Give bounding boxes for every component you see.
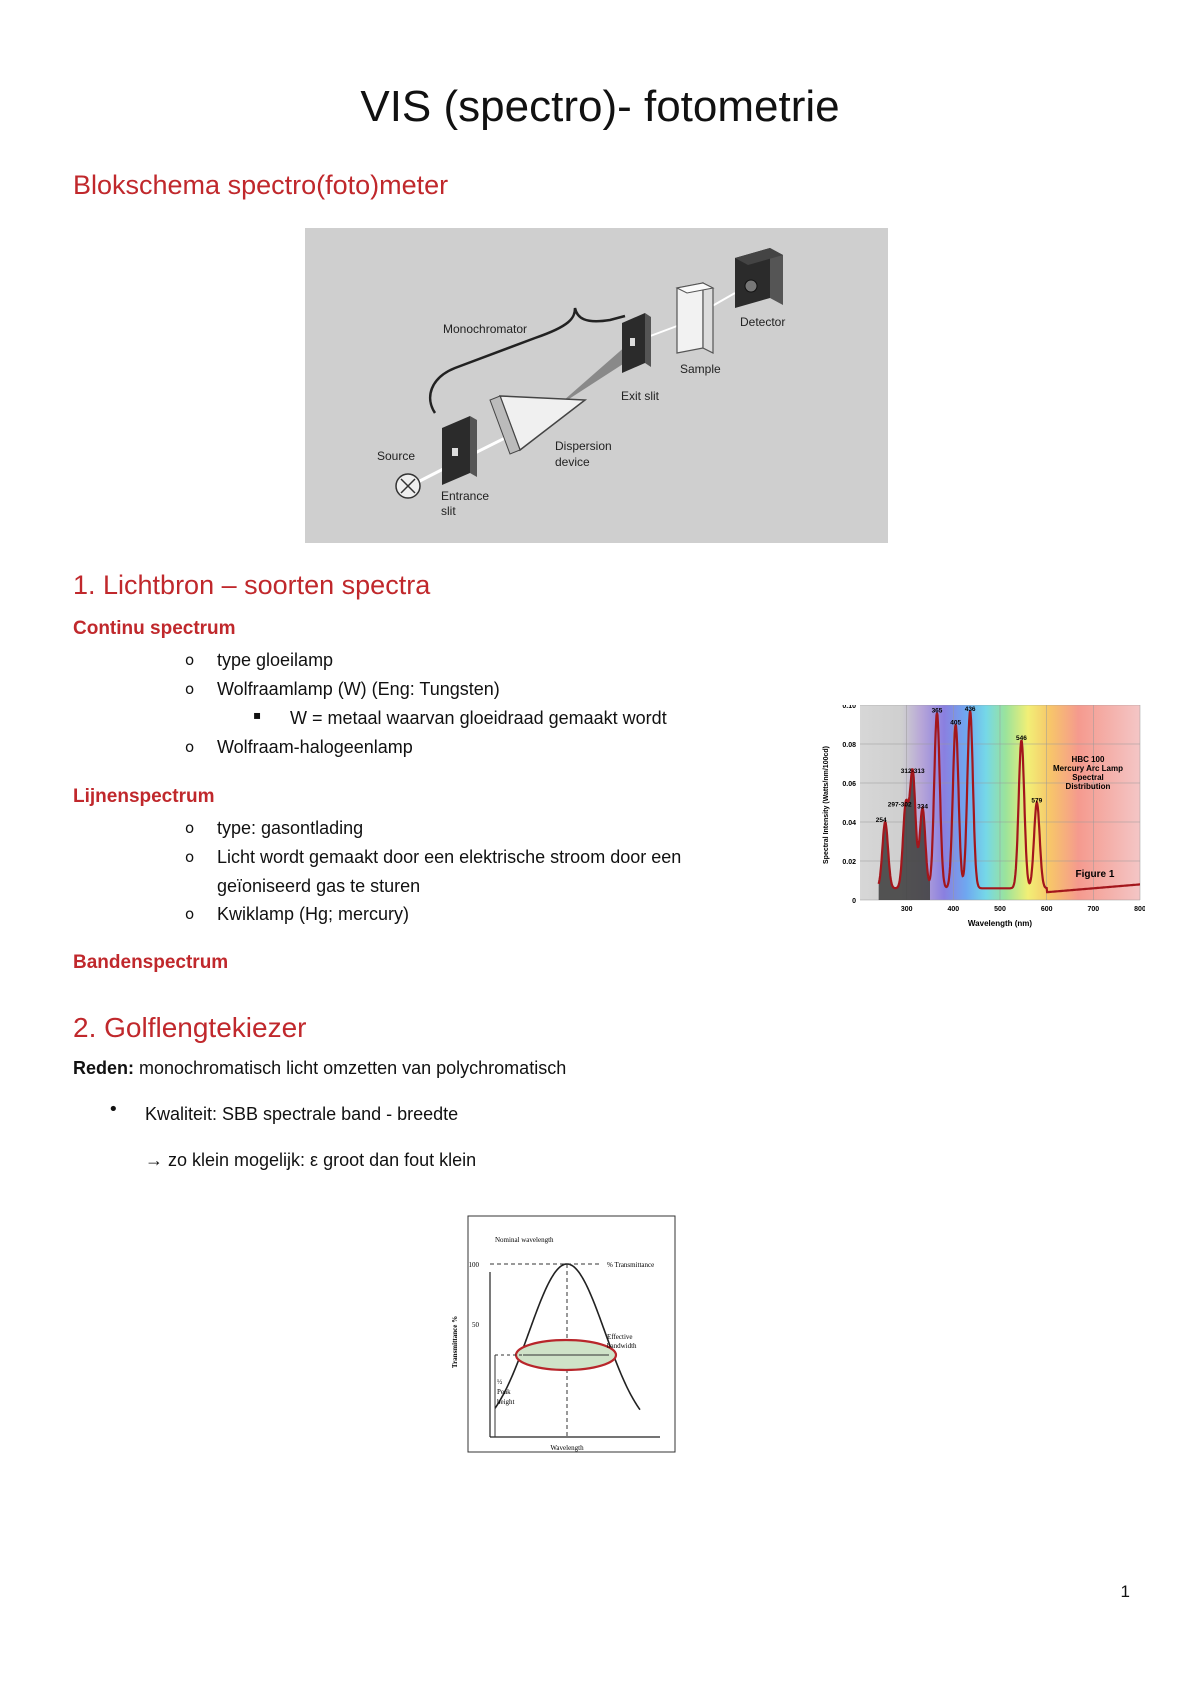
bullet-o: o [185, 848, 195, 866]
chart-frame [468, 1216, 675, 1452]
spectrophotometer-block-diagram [305, 228, 888, 543]
list-item: Licht wordt gemaakt door een elektrische stroom door een [217, 847, 682, 867]
x-tick-label: 500 [994, 906, 1006, 913]
label-entrance-1: Entrance [441, 489, 490, 503]
peak-label: 405 [950, 719, 962, 727]
y-tick-label: 0.02 [842, 859, 856, 866]
reden-label: Reden: [73, 1058, 135, 1078]
subheading-lijnen: Lijnenspectrum [73, 786, 215, 807]
bullet-dot: • [108, 1099, 119, 1120]
x-tick-label: 400 [947, 906, 960, 913]
arrow-icon: → [145, 1150, 163, 1170]
list-item: Wolfraam-halogeenlamp [217, 737, 413, 757]
peak-label: 579 [1031, 797, 1043, 805]
chart-title-line: Mercury Arc Lamp [1053, 764, 1123, 773]
bullet-o: o [185, 651, 195, 669]
x-tick-label: 800 [1134, 906, 1145, 913]
peak-label: 334 [917, 803, 928, 811]
sample-cuvette [677, 283, 703, 353]
tick-100: 100 [468, 1261, 479, 1269]
y-tick-label: 0.10 [842, 705, 856, 710]
label-sample: Sample [680, 362, 721, 376]
label-detector: Detector [740, 315, 786, 329]
list-item: Kwiklamp (Hg; mercury) [217, 904, 410, 924]
kwaliteit-item: Kwaliteit: SBB spectrale band - breedte [145, 1104, 459, 1124]
bullet-o: o [185, 738, 195, 756]
y-tick-label: 0 [852, 898, 856, 905]
label-dispersion-1: Dispersion [555, 439, 612, 453]
peak-label: 365 [931, 707, 943, 715]
half-label-3: height [497, 1398, 515, 1406]
section-heading-lichtbron: 1. Lichtbron – soorten spectra [73, 570, 431, 600]
tick-50: 50 [472, 1321, 479, 1329]
conclusie-text: zo klein mogelijk: ε groot dan fout klein [163, 1150, 477, 1170]
peak-label: 546 [1016, 735, 1027, 742]
x-tick-label: 300 [900, 906, 913, 913]
half-label-1: ½ [497, 1378, 503, 1386]
x-tick-label: 700 [1087, 906, 1100, 913]
transmittance-label: % Transmittance [607, 1261, 655, 1269]
list-item: type: gasontlading [217, 818, 364, 838]
list-item: type gloeilamp [217, 650, 334, 670]
peak-label: 436 [964, 705, 976, 713]
effective-label-1: Effective [607, 1333, 633, 1341]
label-monochromator: Monochromator [443, 322, 528, 336]
x-axis-label: Wavelength [550, 1444, 584, 1452]
section-heading-blokschema: Blokschema spectro(foto)meter [73, 170, 449, 200]
reden-text: monochromatisch licht omzetten van polychromatisch [134, 1058, 567, 1078]
figure-label: Figure 1 [1075, 869, 1115, 880]
nominal-label: Nominal wavelength [495, 1236, 554, 1244]
chart-title-line: Spectral [1072, 773, 1104, 782]
label-entrance-2: slit [441, 504, 456, 518]
label-exit-slit: Exit slit [621, 389, 660, 403]
bullet-o: o [185, 680, 195, 698]
list-item-continued: geïoniseerd gas te sturen [217, 876, 421, 896]
list-item: W = metaal waarvan gloeidraad gemaakt wordt [290, 708, 667, 728]
y-tick-label: 0.06 [842, 781, 856, 788]
mercury-spectrum-chart [820, 705, 1145, 935]
label-source: Source [377, 449, 416, 463]
y-tick-label: 0.04 [842, 820, 856, 827]
bullet-square: ▪ [253, 708, 262, 722]
page-number: 1 [1120, 1582, 1130, 1601]
conclusie-line [145, 1148, 476, 1172]
y-axis-label: Spectral Intensity (Watts/nm/100cd) [823, 746, 830, 864]
label-dispersion-2: device [555, 455, 590, 469]
section-heading-golflengtekiezer: 2. Golflengtekiezer [73, 1012, 307, 1043]
x-tick-label: 600 [1040, 906, 1053, 913]
subheading-banden: Bandenspectrum [73, 952, 229, 973]
peak-label: 254 [875, 816, 887, 824]
chart-title-line: Distribution [1065, 782, 1111, 791]
y-tick-label: 0.08 [842, 742, 856, 749]
x-axis-label: Wavelength (nm) [967, 919, 1033, 928]
bullet-o: o [185, 819, 195, 837]
chart-title-line: HBC 100 [1071, 755, 1105, 764]
y-axis-label: Transmittance % [451, 1315, 459, 1369]
subheading-continu: Continu spectrum [73, 618, 236, 639]
bullet-o: o [185, 905, 195, 923]
page-title: VIS (spectro)- fotometrie [360, 82, 840, 131]
bandwidth-chart [435, 1212, 680, 1457]
list-item: Wolfraamlamp (W) (Eng: Tungsten) [217, 679, 500, 699]
half-label-2: Peak [497, 1388, 511, 1396]
peak-label: 297-302 [887, 801, 912, 809]
effective-label-2: bandwidth [607, 1342, 637, 1350]
reden-line [73, 1056, 566, 1080]
peak-label: 312-313 [900, 768, 925, 776]
